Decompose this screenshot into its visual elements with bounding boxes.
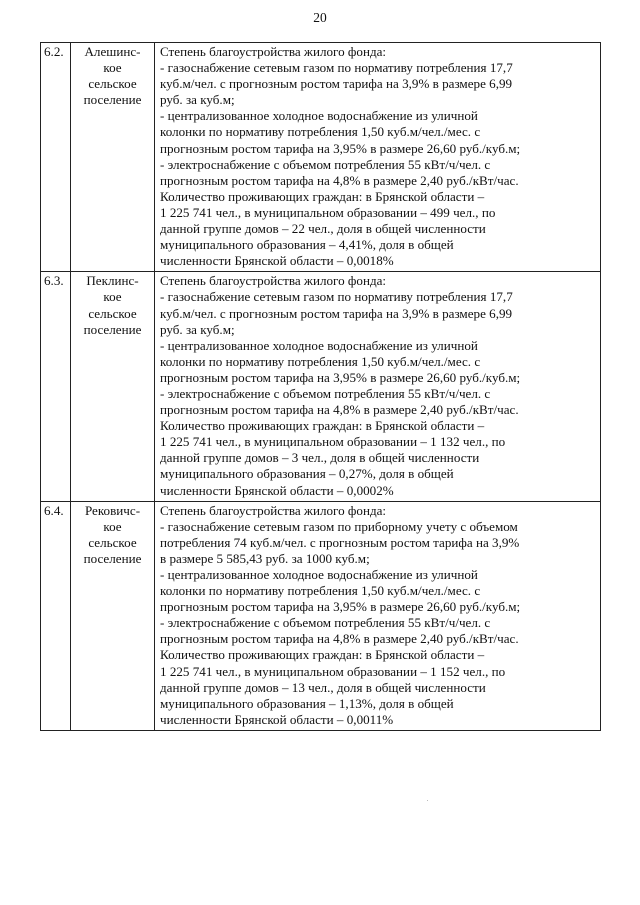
description-line: - централизованное холодное водоснабжение из уличной (160, 337, 478, 353)
description-line: колонки по нормативу потребления 1,50 куб.м/чел./мес. с (160, 124, 481, 140)
description-line: руб. за куб.м; (160, 321, 235, 337)
description-line: - электроснабжение с объемом потребления 55 кВт/ч/чел. с (160, 615, 491, 631)
table-row (41, 501, 601, 730)
description-line: руб. за куб.м; (160, 92, 235, 108)
settlement-name-line: кое (103, 518, 122, 534)
settlement-name-line: сельское (88, 534, 137, 550)
description-line: прогнозным ростом тарифа на 4,8% в размере 2,40 руб./кВт/час. (160, 631, 519, 647)
description-line: муниципального образования – 1,13%, доля в общей (160, 695, 454, 711)
description (155, 501, 601, 730)
settlement-name-line: кое (103, 60, 122, 76)
description-line: - централизованное холодное водоснабжение из уличной (160, 108, 478, 124)
scan-speck (427, 800, 428, 801)
description-line: муниципального образования – 4,41%, доля в общей (160, 237, 454, 253)
settlement-name-line: Алешинс- (84, 44, 141, 59)
settlement-name-line: кое (103, 289, 122, 305)
description-line: - газоснабжение сетевым газом по нормативу потребления 17,7 (160, 289, 513, 305)
tariff-table (40, 42, 601, 731)
description (155, 272, 601, 501)
description-line: - газоснабжение сетевым газом по приборному учету с объемом (160, 518, 518, 534)
description-line: прогнозным ростом тарифа на 4,8% в размере 2,40 руб./кВт/час. (160, 402, 519, 418)
description-line: колонки по нормативу потребления 1,50 куб.м/чел./мес. с (160, 583, 481, 599)
settlement-name-line: поселение (83, 321, 142, 337)
description-line: Степень благоустройства жилого фонда: (160, 44, 387, 59)
description-line: Количество проживающих граждан: в Брянской области – (160, 647, 485, 663)
page-number: 20 (313, 10, 327, 25)
description-line: - газоснабжение сетевым газом по нормативу потребления 17,7 (160, 60, 513, 76)
description-line: потребления 74 куб.м/чел. с прогнозным ростом тарифа на 3,9% (160, 534, 520, 550)
settlement-name-line: Пеклинс- (86, 273, 139, 289)
description-line: данной группе домов – 3 чел., доля в общей численности (160, 450, 480, 466)
table-row (41, 272, 601, 501)
settlement-name (71, 43, 155, 272)
settlement-name-line: Рековичс- (84, 502, 141, 518)
row-number: 6.2. (41, 43, 71, 272)
description-line: Степень благоустройства жилого фонда: (160, 273, 387, 289)
table-row (41, 43, 601, 272)
description-line: в размере 5 585,43 руб. за 1000 куб.м; (160, 550, 370, 566)
description-line: муниципального образования – 0,27%, доля в общей (160, 466, 454, 482)
settlement-name-line: сельское (88, 76, 137, 92)
description-line: численности Брянской области – 0,0018% (160, 253, 394, 269)
description-line: куб.м/чел. с прогнозным ростом тарифа на 3,9% в размере 6,99 (160, 76, 513, 92)
row-number: 6.4. (41, 501, 71, 730)
description-line: - электроснабжение с объемом потребления 55 кВт/ч/чел. с (160, 385, 491, 401)
settlement-name-line: поселение (83, 92, 142, 108)
description-line: Количество проживающих граждан: в Брянской области – (160, 418, 485, 434)
settlement-name-line: поселение (83, 550, 142, 566)
description-line: Степень благоустройства жилого фонда: (160, 502, 387, 518)
description-line: прогнозным ростом тарифа на 3,95% в размере 26,60 руб./куб.м; (160, 140, 521, 156)
description-line: куб.м/чел. с прогнозным ростом тарифа на 3,9% в размере 6,99 (160, 305, 513, 321)
settlement-name (71, 501, 155, 730)
description-line: численности Брянской области – 0,0002% (160, 482, 394, 498)
description (155, 43, 601, 272)
description-line: - централизованное холодное водоснабжение из уличной (160, 567, 478, 582)
description-line: 1 225 741 чел., в муниципальном образовании – 499 чел., по (160, 204, 496, 220)
settlement-name (71, 272, 155, 501)
description-line: прогнозным ростом тарифа на 4,8% в размере 2,40 руб./кВт/час. (160, 172, 519, 188)
row-number: 6.3. (41, 272, 71, 501)
description-line: 1 225 741 чел., в муниципальном образовании – 1 132 чел., по (160, 434, 506, 450)
description-line: - электроснабжение с объемом потребления 55 кВт/ч/чел. с (160, 156, 491, 172)
table-body (41, 43, 601, 731)
description-line: данной группе домов – 22 чел., доля в общей численности (160, 221, 486, 237)
description-line: прогнозным ростом тарифа на 3,95% в размере 26,60 руб./куб.м; (160, 599, 521, 615)
description-line: 1 225 741 чел., в муниципальном образовании – 1 152 чел., по (160, 663, 506, 679)
description-line: колонки по нормативу потребления 1,50 куб.м/чел./мес. с (160, 353, 481, 369)
settlement-name-line: сельское (88, 305, 137, 321)
description-line: численности Брянской области – 0,0011% (160, 711, 394, 727)
description-line: прогнозным ростом тарифа на 3,95% в размере 26,60 руб./куб.м; (160, 369, 521, 385)
description-line: данной группе домов – 13 чел., доля в общей численности (160, 679, 486, 695)
description-line: Количество проживающих граждан: в Брянской области – (160, 188, 485, 204)
